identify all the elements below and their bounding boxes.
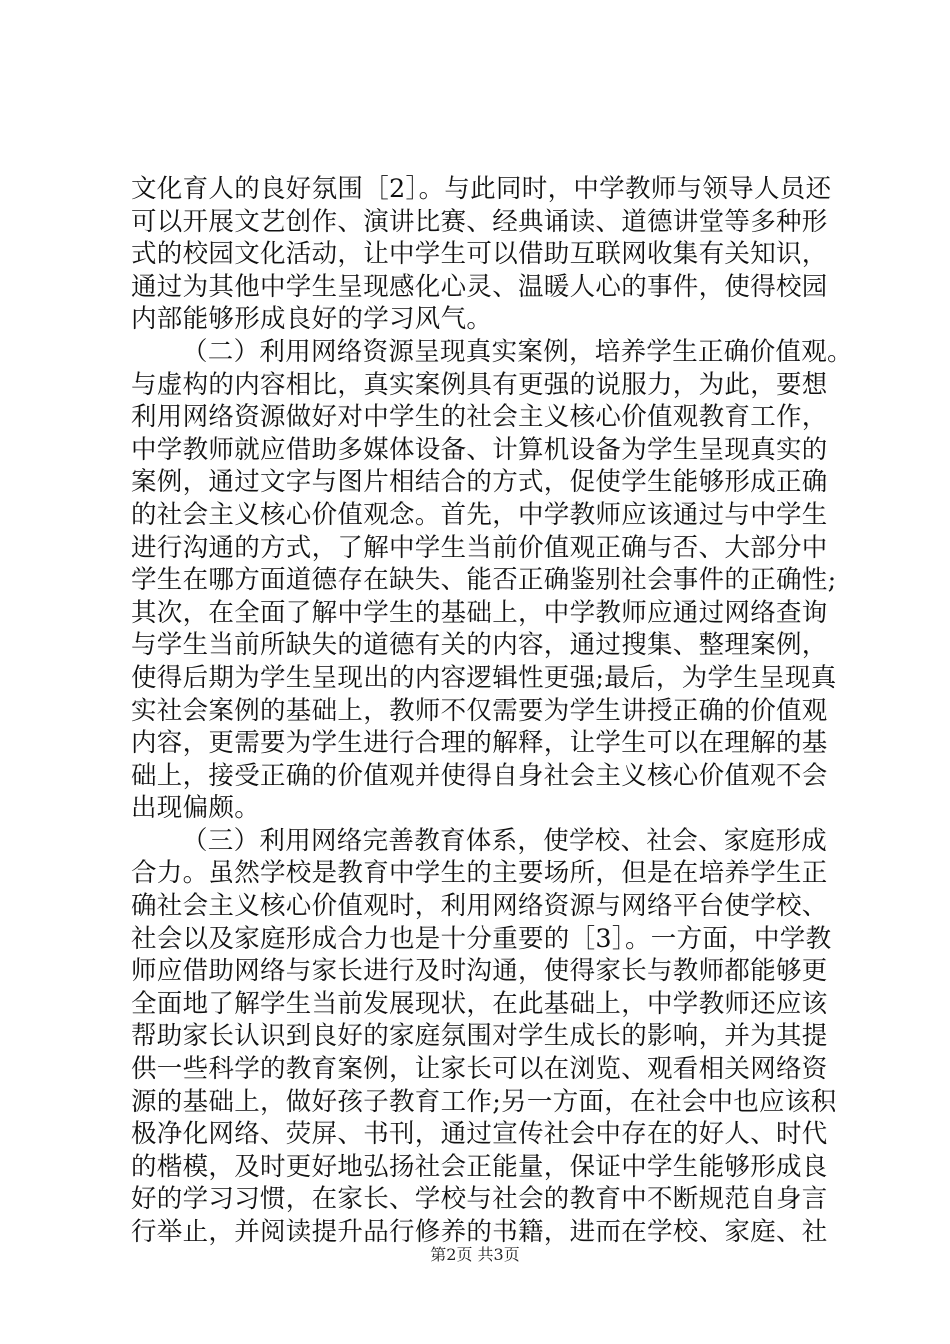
- text-line: 出现偏颇。: [131, 793, 261, 824]
- text-line: 全面地了解学生当前发展现状，在此基础上，中学教师还应该: [131, 988, 828, 1019]
- text-line: 使得后期为学生呈现出的内容逻辑性更强;最后，为学生呈现真: [131, 662, 837, 693]
- text-line: 行举止，并阅读提升品行修养的书籍，进而在学校、家庭、社: [131, 1217, 828, 1247]
- section-heading-line: （三）利用网络完善教育体系，使学校、社会、家庭形成: [182, 825, 828, 856]
- text-line: 式的校园文化活动，让中学生可以借助互联网收集有关知识，: [131, 239, 828, 270]
- text-line: 通过为其他中学生呈现感化心灵、温暖人心的事件，使得校园: [131, 271, 828, 302]
- text-line: 的楷模，及时更好地弘扬社会正能量，保证中学生能够形成良: [131, 1151, 828, 1182]
- text-line: 其次，在全面了解中学生的基础上，中学教师应通过网络查询: [131, 597, 828, 628]
- text-line: 学生在哪方面道德存在缺失、能否正确鉴别社会事件的正确性;: [131, 565, 837, 596]
- text-line: 进行沟通的方式，了解中学生当前价值观正确与否、大部分中: [131, 532, 828, 563]
- text-line: 实社会案例的基础上，教师不仅需要为学生讲授正确的价值观: [131, 695, 828, 726]
- text-line: 师应借助网络与家长进行及时沟通，使得家长与教师都能够更: [131, 956, 828, 987]
- text-line: 合力。虽然学校是教育中学生的主要场所，但是在培养学生正: [131, 858, 828, 889]
- text-line: 文化育人的良好氛围［2］。与此同时，中学教师与领导人员还: [131, 174, 832, 204]
- section-heading-line: （二）利用网络资源呈现真实案例，培养学生正确价值观。: [182, 336, 853, 367]
- text-line: 利用网络资源做好对中学生的社会主义核心价值观教育工作，: [131, 402, 828, 433]
- text-line: 的社会主义核心价值观念。首先，中学教师应该通过与中学生: [131, 499, 828, 530]
- text-line: 极净化网络、荧屏、书刊，通过宣传社会中存在的好人、时代: [131, 1119, 828, 1150]
- text-line: 案例，通过文字与图片相结合的方式，促使学生能够形成正确: [131, 467, 828, 498]
- text-line: 供一些科学的教育案例，让家长可以在浏览、观看相关网络资: [131, 1054, 828, 1085]
- text-line: 好的学习习惯，在家长、学校与社会的教育中不断规范自身言: [131, 1184, 828, 1215]
- page-number-footer: 第2页 共3页: [430, 1245, 520, 1264]
- text-line: 社会以及家庭形成合力也是十分重要的［3］。一方面，中学教: [131, 923, 832, 954]
- text-line: 源的基础上，做好孩子教育工作;另一方面，在社会中也应该积: [131, 1086, 837, 1117]
- text-line: 与虚构的内容相比，真实案例具有更强的说服力，为此，要想: [131, 369, 828, 400]
- text-line: 础上，接受正确的价值观并使得自身社会主义核心价值观不会: [131, 760, 828, 791]
- text-line: 可以开展文艺创作、演讲比赛、经典诵读、道德讲堂等多种形: [131, 206, 828, 237]
- text-line: 中学教师就应借助多媒体设备、计算机设备为学生呈现真实的: [131, 434, 828, 465]
- text-line: 与学生当前所缺失的道德有关的内容，通过搜集、整理案例，: [131, 630, 828, 661]
- text-line: 帮助家长认识到良好的家庭氛围对学生成长的影响，并为其提: [131, 1021, 828, 1052]
- text-line: 内容，更需要为学生进行合理的解释，让学生可以在理解的基: [131, 728, 828, 759]
- text-line: 确社会主义核心价值观时，利用网络资源与网络平台使学校、: [131, 891, 828, 922]
- text-line: 内部能够形成良好的学习风气。: [131, 304, 493, 335]
- document-body: [131, 173, 851, 1249]
